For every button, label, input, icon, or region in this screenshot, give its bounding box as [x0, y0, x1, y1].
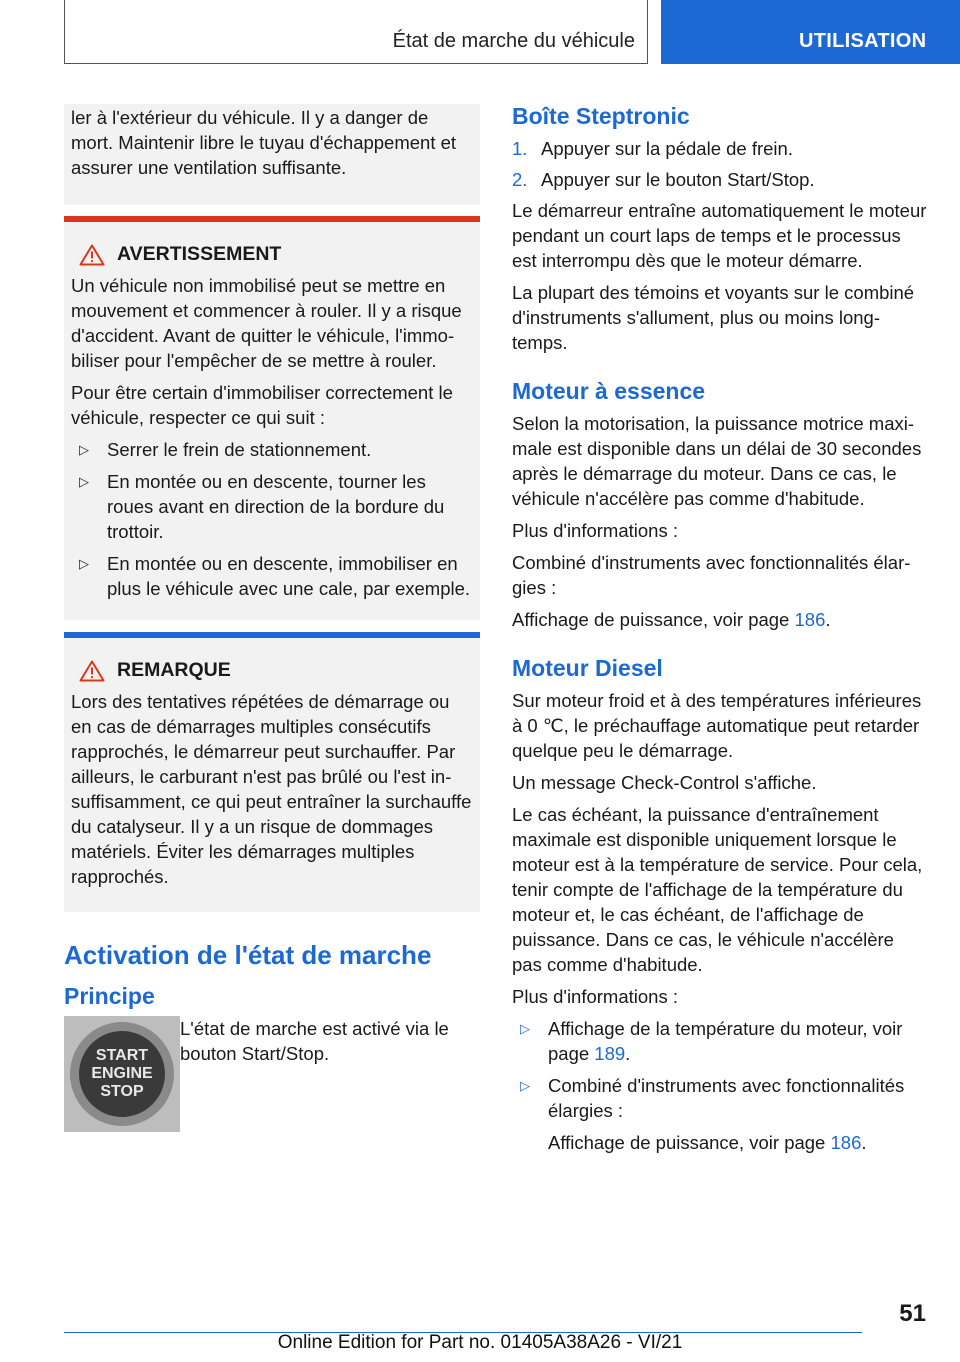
- steptronic-steps: [512, 136, 928, 192]
- triangle-bullet-icon: ▷: [79, 442, 89, 457]
- warning-title: AVERTISSEMENT: [117, 243, 282, 265]
- warning-triangle-icon: [79, 660, 105, 682]
- left-column: [64, 104, 480, 1132]
- paragraph: Selon la motorisation, la puissance motrice maximale est disponible dans un délai de 30 secondes après le démarrage du moteur. Dans ce cas, le véhicule n'accélère pas comme d'habitude.: [512, 413, 922, 509]
- warning-paragraph: Un véhicule non immobilisé peut se mettre en mouvement et commencer à rouler. Il y a risque d'accident. Avant de quitter le véhicule, l'immobiliser pour l'empêcher de se mettre à rouler.: [71, 275, 462, 371]
- note-title: REMARQUE: [117, 659, 231, 681]
- principle-block: [64, 1016, 480, 1132]
- list-item: 2. Appuyer sur le bouton Start/Stop.: [512, 169, 815, 190]
- diesel-heading: Moteur Diesel: [512, 655, 663, 681]
- subsection-heading: Principe: [64, 983, 155, 1009]
- triangle-bullet-icon: ▷: [79, 474, 89, 489]
- triangle-bullet-icon: ▷: [520, 1021, 530, 1036]
- note-box: [64, 632, 480, 912]
- paragraph: Un message Check-Control s'affiche.: [512, 772, 817, 793]
- start-stop-button-image: START ENGINE STOP: [64, 1016, 180, 1132]
- note-text: Lors des tentatives répétées de démarrage ou en cas de démarrages multiples consécutifs rapprochés, le démarreur peut surchauffer. Par ailleurs, le carburant n'est pas brûlé ou l'est insuffisamment, ce qui peut entraîner la surchauffe du catalyseur. Il y a un risque de dommages matériels. Éviter les démarrages multiples rapprochés.: [71, 691, 472, 887]
- paragraph: Plus d'informations :: [512, 520, 678, 541]
- list-item: ▷ Affichage de la température du moteur, voir page 189.: [520, 1018, 903, 1064]
- continued-warning-text: ler à l'extérieur du véhicule. Il y a danger de mort. Maintenir libre le tuyau d'échappement et assurer une ventilation suffisante.: [71, 107, 457, 178]
- paragraph: Sur moteur froid et à des températures inférieures à 0 ℃, le préchauffage automatique peut retarder quelque peu le démarrage.: [512, 690, 922, 761]
- paragraph: La plupart des témoins et voyants sur le combiné d'instruments s'allument, plus ou moins longtemps.: [512, 282, 915, 353]
- principle-text: L'état de marche est activé via le bouton Start/Stop.: [180, 1018, 449, 1064]
- page-link[interactable]: 186: [830, 1132, 862, 1153]
- right-column: [512, 102, 928, 1162]
- footer-edition: Online Edition for Part no. 01405A38A26 - VI/21: [277, 1332, 683, 1353]
- paragraph: Le cas échéant, la puissance d'entraînement maximale est disponible uniquement lorsque le moteur est à la température de service. Pour cela, tenir compte de l'affichage de la température du moteur et, le cas échéant, de l'affichage de puissance. Dans ce cas, le véhicule n'accélère pas comme d'habitude.: [512, 804, 923, 975]
- header-section-label: UTILISATION: [799, 30, 927, 52]
- paragraph: Le démarreur entraîne automatiquement le moteur pendant un court laps de temps et le processus est interrompu dès que le moteur démarre.: [512, 200, 927, 271]
- header-section-tab: [661, 0, 960, 64]
- diesel-list: [512, 1016, 928, 1155]
- page-link[interactable]: 189: [594, 1043, 626, 1064]
- header-title-box: [64, 0, 648, 64]
- continued-warning-box: [64, 104, 480, 205]
- triangle-bullet-icon: ▷: [79, 556, 89, 571]
- essence-heading: Moteur à essence: [512, 378, 706, 404]
- warning-paragraph: Pour être certain d'immobiliser correctement le véhicule, respecter ce qui suit :: [71, 382, 453, 428]
- paragraph: Affichage de puissance, voir page 186.: [512, 609, 831, 630]
- header-title: État de marche du véhicule: [392, 30, 635, 52]
- list-item: ▷ En montée ou en descente, immobiliser en plus le véhicule avec une cale, par exemple.: [79, 553, 471, 599]
- paragraph: Combiné d'instruments avec fonctionnalités élargies :: [512, 552, 911, 598]
- section-heading: Activation de l'état de marche: [64, 940, 432, 970]
- page-link[interactable]: 186: [794, 609, 826, 630]
- page-number: 51: [899, 1300, 926, 1327]
- triangle-bullet-icon: ▷: [520, 1078, 530, 1093]
- paragraph: Plus d'informations :: [512, 986, 678, 1007]
- list-item: ▷ Combiné d'instruments avec fonctionnalités élargies : Affichage de puissance, voir page 186.: [520, 1075, 905, 1153]
- list-item: ▷ En montée ou en descente, tourner les roues avant en direction de la bordure du trottoir.: [79, 471, 445, 542]
- list-item: ▷ Serrer le frein de stationnement.: [79, 439, 372, 460]
- list-item: 1. Appuyer sur la pédale de frein.: [512, 138, 793, 159]
- warning-box: [64, 216, 480, 620]
- warning-triangle-icon: [79, 244, 105, 266]
- warning-list: [71, 437, 473, 601]
- steptronic-heading: Boîte Steptronic: [512, 103, 690, 129]
